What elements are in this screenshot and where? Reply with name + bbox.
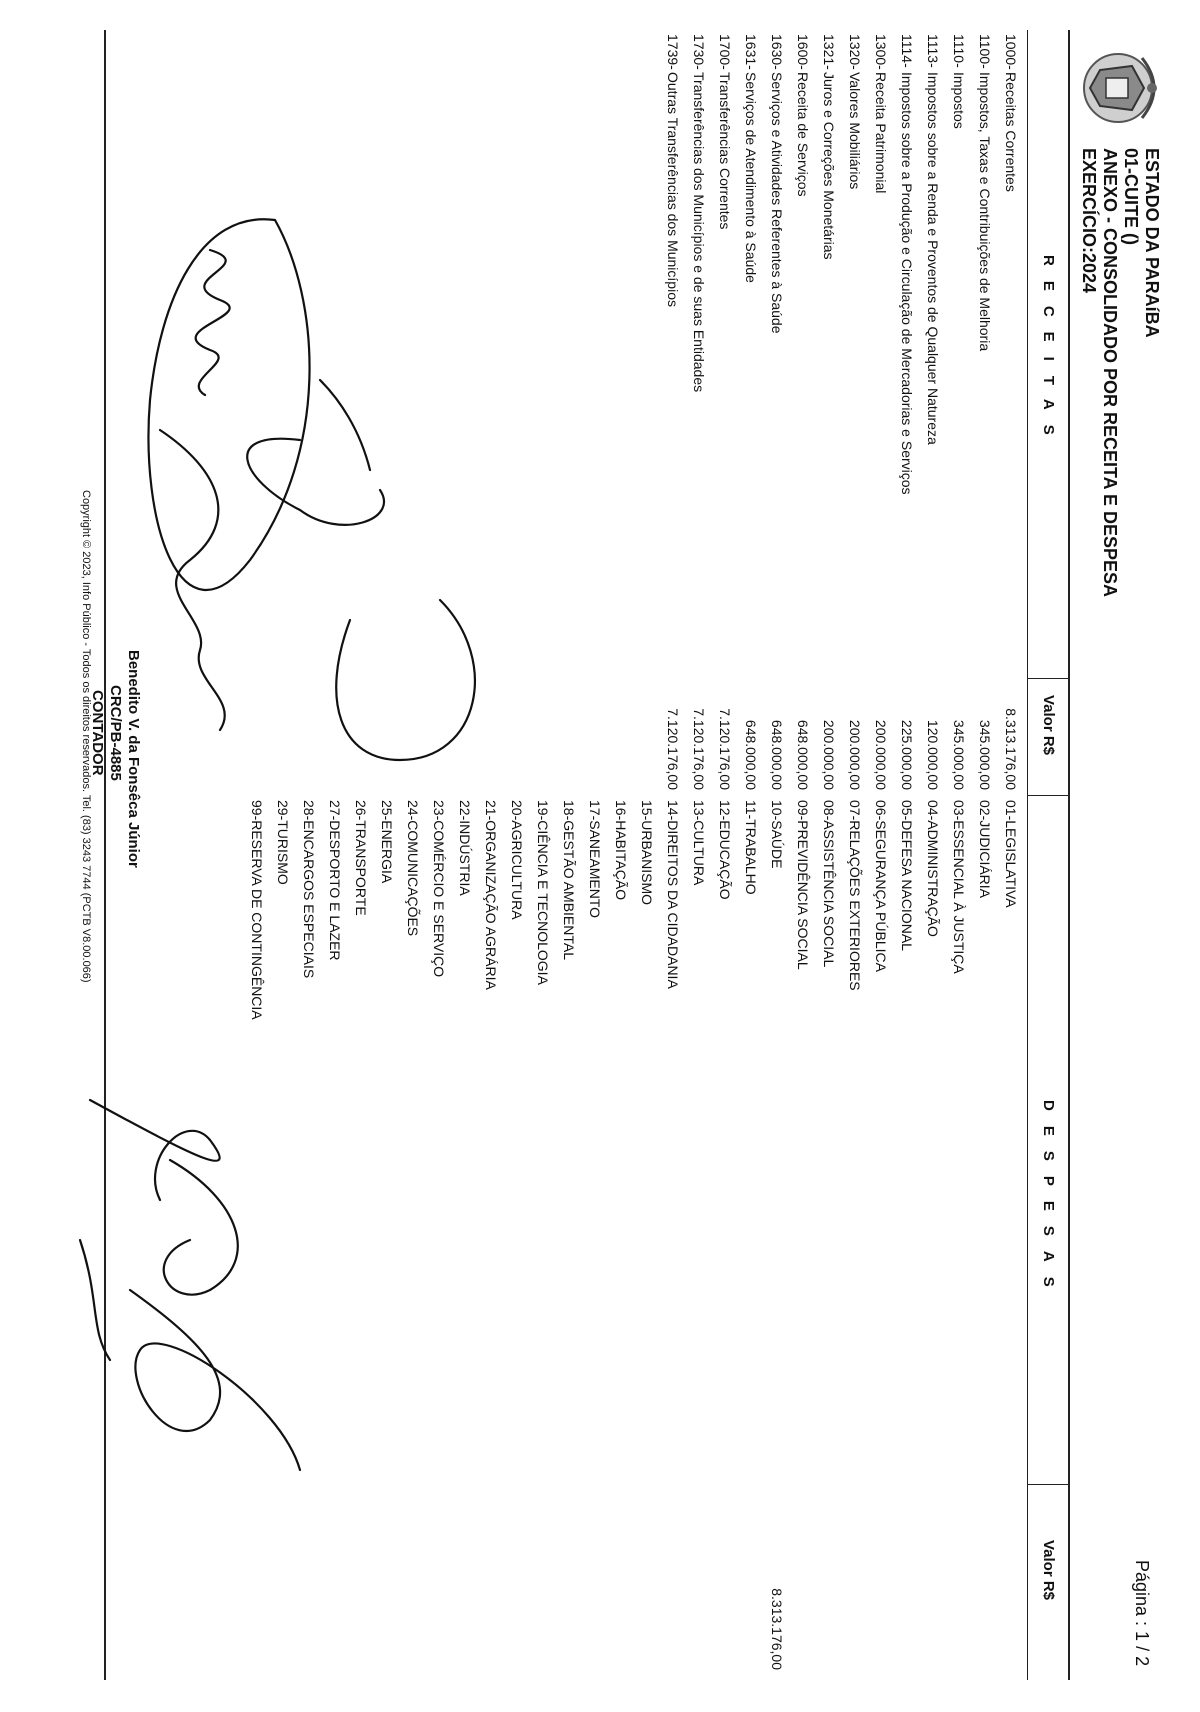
revenue-row [894,34,920,495]
header-bottom-border [1027,30,1028,1680]
expense-row: 02-JUDICIÁRIA [977,800,993,899]
revenue-label: Transferências dos Municípios e de suas Entidades [691,72,707,393]
accountant-name-stamp: Benedito V. da Fonsêca Júnior [125,650,142,868]
revenue-code: 1700- [717,34,733,70]
receitas-value-header: Valor R$ [1040,695,1057,756]
expense-row: 07-RELAÇÕES EXTERIORES [847,800,863,991]
revenue-value: 648.000,00 [769,719,785,790]
revenue-code: 1321- [821,34,837,70]
page-number: Página : 1 / 2 [1132,1560,1152,1667]
revenue-label: Impostos sobre a Produção e Circulação de Mercadorias e Serviços [899,72,915,495]
revenue-label: Transferências Correntes [717,72,733,230]
expense-row: 20-AGRICULTURA [509,800,525,920]
revenue-label: Impostos [951,72,967,129]
expense-row: 21-ORGANIZAÇÃO AGRÁRIA [483,800,499,990]
expense-row: 19-CIÊNCIA E TECNOLOGIA [535,800,551,985]
expense-row: 29-TURISMO [275,800,291,885]
revenue-value: 648.000,00 [795,719,811,790]
table-top-border [1068,30,1070,1680]
revenue-label: Juros e Correções Monetárias [821,72,837,260]
revenue-value: 648.000,00 [743,719,759,790]
expense-row: 11-TRABALHO [743,800,759,895]
signature-middle [160,430,225,730]
revenue-value: 7.120.176,00 [665,708,681,790]
col-divider-3 [1028,1484,1070,1485]
revenue-code: 1100- [977,34,993,69]
revenue-code: 1110- [951,34,967,68]
revenue-row [946,34,972,495]
revenue-label: Outras Transferências dos Municípios [665,72,681,307]
signature-stroke-b [336,600,475,760]
expense-row: 04-ADMINISTRAÇÃO [925,800,941,937]
col-divider-1 [1028,678,1070,679]
signature-right-3 [130,1290,300,1470]
accountant-title-stamp: CONTADOR [89,690,106,776]
expense-row: 14-DIREITOS DA CIDADANIA [665,800,681,989]
revenue-value: 8.313.176,00 [1003,708,1019,790]
expense-total-value: 8.313.176,00 [769,1588,785,1670]
revenue-value: 200.000,00 [821,719,837,790]
expense-row: 15-URBANISMO [639,800,655,906]
revenue-label: Serviços de Atendimento à Saúde [743,72,759,283]
revenue-value: 345.000,00 [977,719,993,790]
revenue-row [660,34,686,495]
col-divider-2 [1028,795,1070,796]
revenue-label: Impostos sobre a Renda e Proventos de Qualquer Natureza [925,72,941,445]
coat-of-arms-icon [1080,48,1162,128]
accountant-registration-stamp: CRC/PB-4885 [107,685,124,781]
revenue-code: 1300- [873,34,889,70]
revenue-row [842,34,868,495]
expense-row: 99-RESERVA DE CONTINGÊNCIA [249,800,265,1020]
expense-row: 16-HABITAÇÃO [613,800,629,901]
expense-row: 13-CULTURA [691,800,707,886]
revenue-code: 1000- [1003,34,1019,70]
revenue-code: 1113- [925,34,941,68]
expense-row: 24-COMUNICAÇÕES [405,800,421,937]
revenue-row [686,34,712,495]
revenue-label: Receita de Serviços [795,72,811,197]
expense-row: 10-SAÚDE [769,800,785,869]
expense-row: 09-PREVIDÊNCIA SOCIAL [795,800,811,970]
revenue-code: 1730- [691,34,707,70]
annex-title: ANEXO - CONSOLIDADO POR RECEITA E DESPESA [1100,148,1120,598]
revenue-row [790,34,816,495]
revenue-row [738,34,764,495]
entity-title: 01-CUITE () [1121,148,1141,246]
expense-row: 01-LEGISLATIVA [1003,800,1019,908]
expense-row: 12-EDUCAÇÃO [717,800,733,900]
revenue-code: 1114- [899,34,915,68]
signature-zigzag [196,250,230,395]
revenue-value: 120.000,00 [925,719,941,790]
revenue-label: Serviços e Atividades Referentes à Saúde [769,72,785,334]
revenue-value: 200.000,00 [847,719,863,790]
despesas-value-header: Valor R$ [1040,1540,1057,1601]
receitas-header: RECEITAS [1040,255,1057,450]
expense-row: 08-ASSISTÊNCIA SOCIAL [821,800,837,968]
revenue-code: 1320- [847,34,863,70]
revenue-label: Receitas Correntes [1003,72,1019,192]
revenue-label: Valores Mobiliários [847,72,863,190]
revenue-row [920,34,946,495]
expense-row: 28-ENCARGOS ESPECIAIS [301,800,317,979]
revenue-value-list [660,680,1024,790]
expense-row: 27-DESPORTO E LAZER [327,800,343,961]
revenue-label: Receita Patrimonial [873,72,889,194]
expense-row: 26-TRANSPORTE [353,800,369,916]
exercise-title: EXERCÍCIO:2024 [1079,148,1099,294]
revenue-label: Impostos, Taxas e Contribuições de Melhoria [977,72,993,352]
signature-large-loop [148,219,309,590]
revenue-value: 345.000,00 [951,719,967,790]
revenue-list [660,34,1024,495]
expense-row: 18-GESTÃO AMBIENTAL [561,800,577,961]
revenue-code: 1600- [795,34,811,70]
expense-row: 17-SANEAMENTO [587,800,603,918]
revenue-row [998,34,1024,495]
revenue-row [712,34,738,495]
revenue-value: 200.000,00 [873,719,889,790]
signature-stroke-a [247,439,384,525]
revenue-row [972,34,998,495]
expense-list [244,800,1024,1020]
expense-row: 25-ENERGIA [379,800,395,884]
footer-copyright: Copyright © 2023, Info Público - Todos os direitos reservados. Tel. (83) 3243 7744 (PCTB V8.00.066) [80,490,92,983]
signature-right-2 [164,1160,238,1295]
revenue-value: 7.120.176,00 [717,708,733,790]
revenue-row [816,34,842,495]
table-bottom-border [104,30,106,1680]
revenue-code: 1631- [743,34,759,70]
expense-row: 06-SEGURANÇA PÚBLICA [873,800,889,972]
revenue-value: 7.120.176,00 [691,708,707,790]
expense-row: 03-ESSENCIAL À JUSTIÇA [951,800,967,974]
signature-initial [320,380,370,470]
despesas-header: DESPESAS [1040,1100,1057,1302]
expense-row: 22-INDÚSTRIA [457,800,473,896]
expense-row: 23-COMÉRCIO E SERVIÇO [431,800,447,978]
expense-row: 05-DEFESA NACIONAL [899,800,915,951]
revenue-code: 1739- [665,34,681,70]
revenue-row [764,34,790,495]
revenue-row [868,34,894,495]
revenue-value: 225.000,00 [899,719,915,790]
signature-right-1 [90,1100,220,1200]
revenue-code: 1630- [769,34,785,70]
state-title: ESTADO DA PARAíBA [1142,148,1162,338]
